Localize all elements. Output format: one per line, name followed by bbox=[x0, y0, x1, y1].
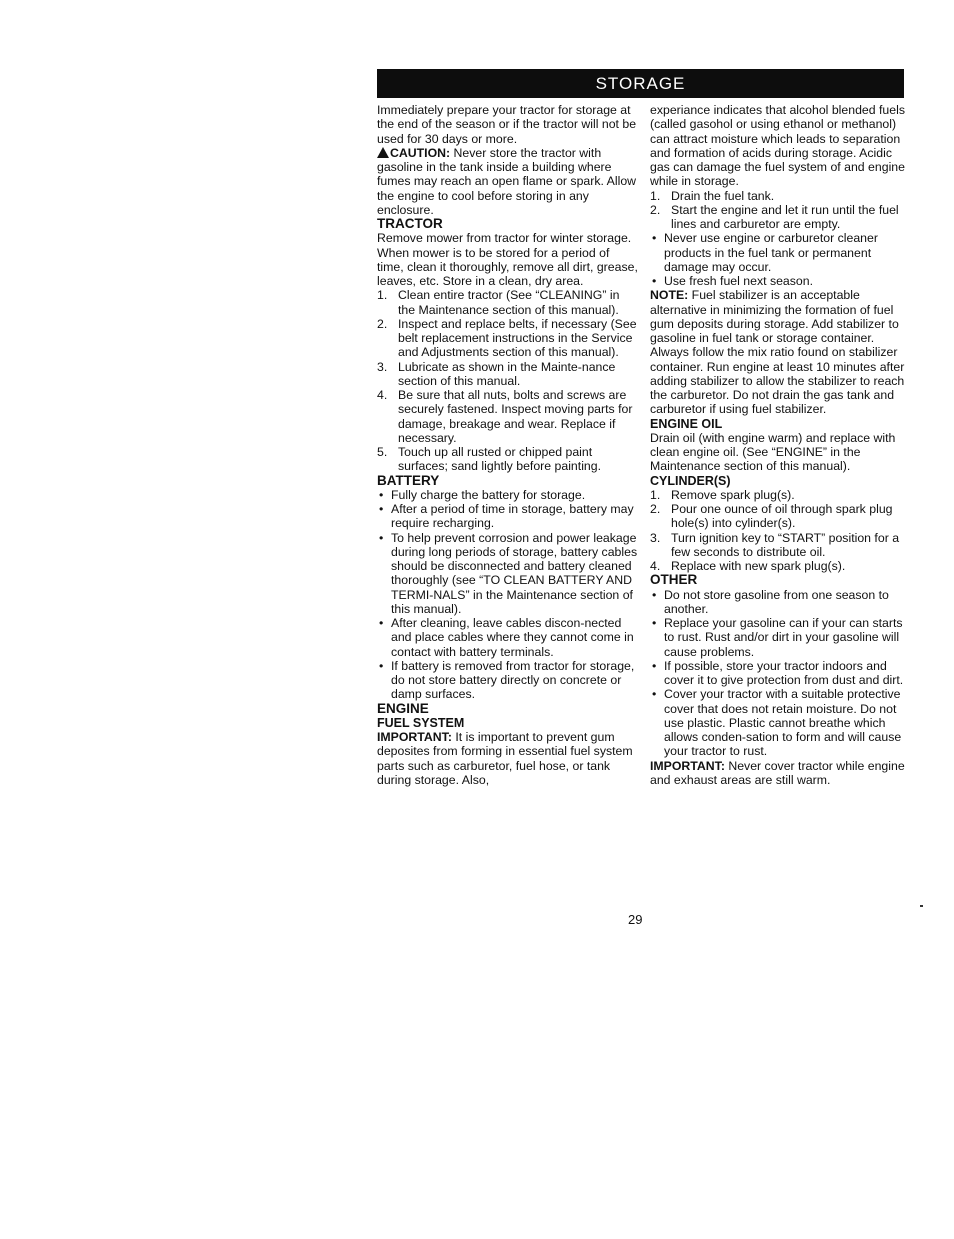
important-warm-paragraph: IMPORTANT: Never cover tractor while engine and exhaust areas are still warm. bbox=[650, 758, 905, 787]
list-item: 2. Pour one ounce of oil through spark plug hole(s) into cylinder(s). bbox=[650, 502, 893, 531]
list-item: • Fully charge the battery for storage. bbox=[379, 487, 586, 502]
engine-oil-heading: ENGINE OIL bbox=[650, 416, 723, 431]
list-item: 3. Turn ignition key to “START” position for a few seconds to distribute oil. bbox=[650, 530, 900, 559]
battery-list bbox=[377, 488, 639, 702]
list-item: • After a period of time in storage, battery may require recharging. bbox=[379, 502, 634, 531]
other-heading: OTHER bbox=[650, 572, 698, 588]
section-title-banner: STORAGE bbox=[377, 69, 904, 98]
list-item: 1. Remove spark plug(s). bbox=[650, 487, 795, 502]
tractor-steps bbox=[377, 288, 639, 473]
storage-intro: Immediately prepare your tractor for storage at the end of the season or if the tractor will not be used for 30 days or more. bbox=[377, 103, 637, 146]
list-item: 2. Start the engine and let it run until the fuel lines and carburetor are empty. bbox=[650, 202, 899, 231]
list-item: • If battery is removed from tractor for storage, do not store battery directly on concrete or damp surfaces. bbox=[379, 658, 635, 702]
fuel-system-heading: FUEL SYSTEM bbox=[377, 715, 465, 730]
fuel-bullets bbox=[650, 231, 910, 288]
right-column bbox=[650, 103, 910, 787]
other-list bbox=[650, 588, 910, 759]
note-paragraph: NOTE: Fuel stabilizer is an acceptable alternative in minimizing the formation of fuel gum deposits during storage. Add stabilizer to gasoline in fuel tank or storage container. Always follow the mix ratio found on stabilizer container. Run engine at least 10 minutes after adding stabilizer to allow the stabilizer to reach the carburetor. Do not drain the gas tank and carburetor if using fuel stabilizer. bbox=[650, 288, 905, 417]
engine-oil-text: Drain oil (with engine warm) and replace with clean engine oil. (See “ENGINE” in the Maintenance section of this manual). bbox=[650, 430, 896, 474]
list-item: 1. Drain the fuel tank. bbox=[650, 188, 775, 203]
list-item: • After cleaning, leave cables discon-nected and place cables where they cannot come in contact with battery terminals. bbox=[379, 616, 634, 659]
left-column bbox=[377, 103, 639, 787]
list-item: • Do not store gasoline from one season to another. bbox=[652, 587, 889, 616]
caution-paragraph bbox=[377, 146, 639, 217]
tractor-intro: Remove mower from tractor for winter storage. When mower is to be stored for a period of time, clean it thoroughly, remove all dirt, grease, leaves, etc. Store in a clean, dry area. bbox=[377, 231, 638, 288]
list-item: 2. Inspect and replace belts, if necessary (See belt replacement instructions in the Service and Adjustments section of this manual). bbox=[377, 316, 637, 360]
list-item: 3. Lubricate as shown in the Mainte-nance section of this manual. bbox=[377, 359, 616, 388]
fuel-steps bbox=[650, 189, 910, 232]
warning-triangle-icon bbox=[377, 147, 389, 158]
cylinder-steps bbox=[650, 488, 910, 574]
tractor-heading: TRACTOR bbox=[377, 216, 443, 231]
caution-text: Never store the tractor with gasoline in the tank inside a building where fumes may reach an open flame or spark. Allow the engine to cool before storing in any enclosure. bbox=[377, 145, 637, 217]
list-item: • To help prevent corrosion and power leakage during long periods of storage, battery cables should be disconnected and battery cleaned thoroughly (see “TO CLEAN BATTERY AND TERMI-NALS” in the Maintenance section of this manual). bbox=[379, 530, 638, 616]
list-item: • Use fresh fuel next season. bbox=[652, 274, 814, 288]
page-number: 29 bbox=[628, 912, 643, 927]
cylinders-heading: CYLINDER(S) bbox=[650, 473, 731, 488]
list-item: • Replace your gasoline can if your can starts to rust. Rust and/or dirt in your gasoline will cause problems. bbox=[652, 616, 903, 659]
engine-heading: ENGINE bbox=[377, 700, 429, 716]
list-item: • Never use engine or carburetor cleaner products in the fuel tank or permanent damage may occur. bbox=[652, 231, 878, 274]
fuel-continued-text: experiance indicates that alcohol blended fuels (called gasohol or using ethanol or methanol) can attract moisture which leads to separation and formation of acids during storage. Acidic gas can damage the fuel system of and engine while in storage. bbox=[650, 103, 905, 189]
list-item: • If possible, store your tractor indoors and cover it to give protection from dust and dirt. bbox=[652, 658, 904, 687]
list-item: 1. Clean entire tractor (See “CLEANING” in the Maintenance section of this manual). bbox=[377, 288, 620, 317]
battery-heading: BATTERY bbox=[377, 472, 440, 488]
list-item: 4. Be sure that all nuts, bolts and screws are securely fastened. Inspect moving parts for damage, breakage and wear. Replace if necessary. bbox=[377, 388, 633, 445]
list-item: • Cover your tractor with a suitable protective cover that does not retain moisture. Do not use plastic. Plastic cannot breathe which allows conden-sation to form and will cause your tractor to rust. bbox=[652, 687, 902, 759]
list-item: 4. Replace with new spark plug(s). bbox=[650, 559, 846, 573]
important-paragraph: IMPORTANT: It is important to prevent gum deposites from forming in essential fuel system parts such as carburetor, fuel hose, or tank during storage. Also, bbox=[377, 730, 633, 787]
caution-label: CAUTION: bbox=[390, 145, 451, 160]
list-item: 5. Touch up all rusted or chipped paint surfaces; sand lightly before painting. bbox=[377, 445, 602, 474]
scan-speck bbox=[920, 905, 923, 907]
